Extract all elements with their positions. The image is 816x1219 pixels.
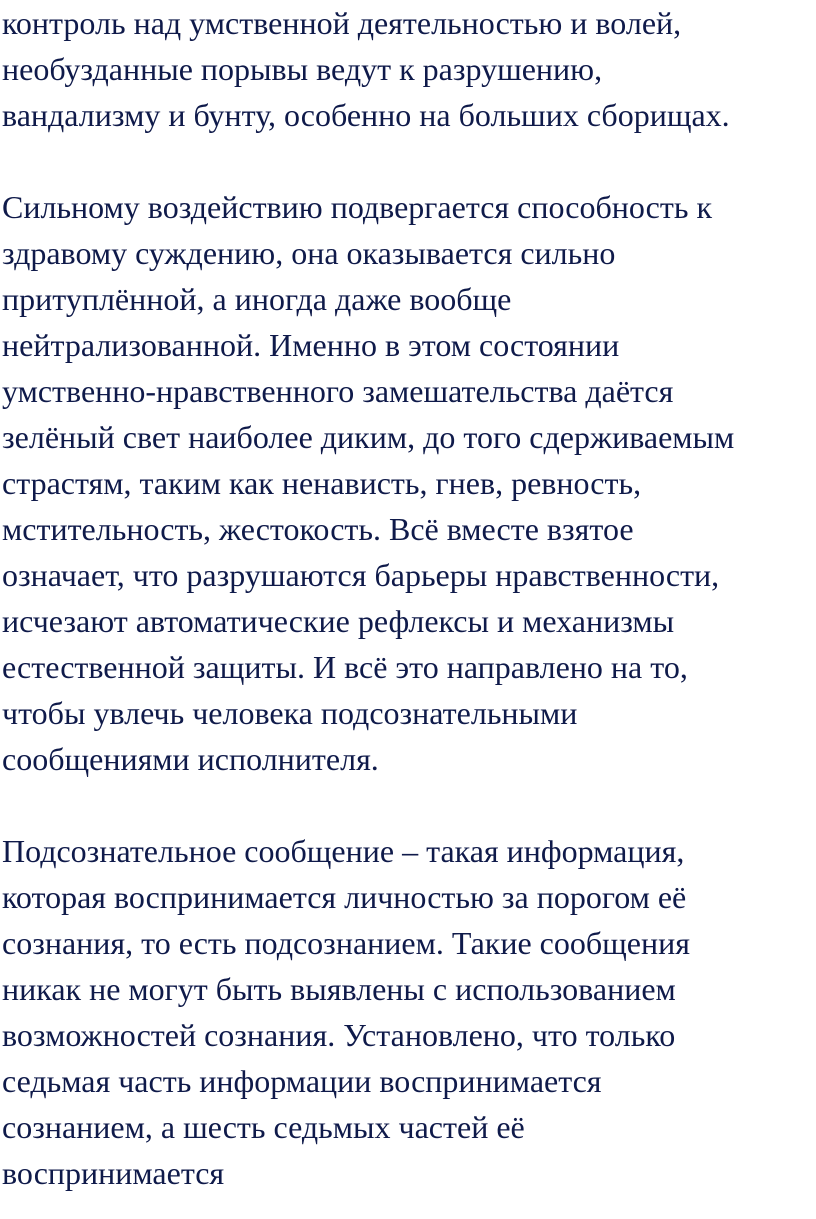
paragraph-2 [2,184,814,782]
text-line: здравому суждению, она оказывается сильно [2,235,616,271]
text-line: сознанием, а шесть седьмых частей её [2,1109,525,1145]
text-line: страстям, таким как ненависть, гнев, ревность, [2,465,642,501]
text-line: исчезают автоматические рефлексы и механизмы [2,603,675,639]
paragraph-3 [2,828,814,1196]
text-line: возможностей сознания. Установлено, что только [2,1017,676,1053]
text-line: Подсознательное сообщение – такая информация, [2,833,685,869]
text-line: сознания, то есть подсознанием. Такие сообщения [2,925,690,961]
text-line: седьмая часть информации воспринимается [2,1063,602,1099]
text-line: означает, что разрушаются барьеры нравственности, [2,557,720,593]
text-line: умственно-нравственного замешательства даётся [2,373,674,409]
text-line: необузданные порывы ведут к разрушению, [2,51,603,87]
text-line: Сильному воздействию подвергается способность к [2,189,712,225]
text-line: контроль над умственной деятельностью и волей, [2,5,682,41]
text-line: никак не могут быть выявлены с использованием [2,971,676,1007]
text-line: нейтрализованной. Именно в этом состоянии [2,327,620,363]
text-line: чтобы увлечь человека подсознательными [2,695,578,731]
text-line: которая воспринимается личностью за порогом её [2,879,687,915]
paragraph-1 [2,0,814,138]
text-line: естественной защиты. И всё это направлено на то, [2,649,688,685]
text-line: сообщениями исполнителя. [2,741,379,777]
text-line: воспринимается [2,1155,225,1191]
text-line: зелёный свет наиболее диким, до того сдерживаемым [2,419,735,455]
paragraph-spacer [2,782,814,828]
text-line: мстительность, жестокость. Всё вместе взятое [2,511,634,547]
paragraph-spacer [2,138,814,184]
text-line: притуплённой, а иногда даже вообще [2,281,512,317]
document-page [2,0,814,1196]
text-line: вандализму и бунту, особенно на больших сборищах. [2,97,730,133]
